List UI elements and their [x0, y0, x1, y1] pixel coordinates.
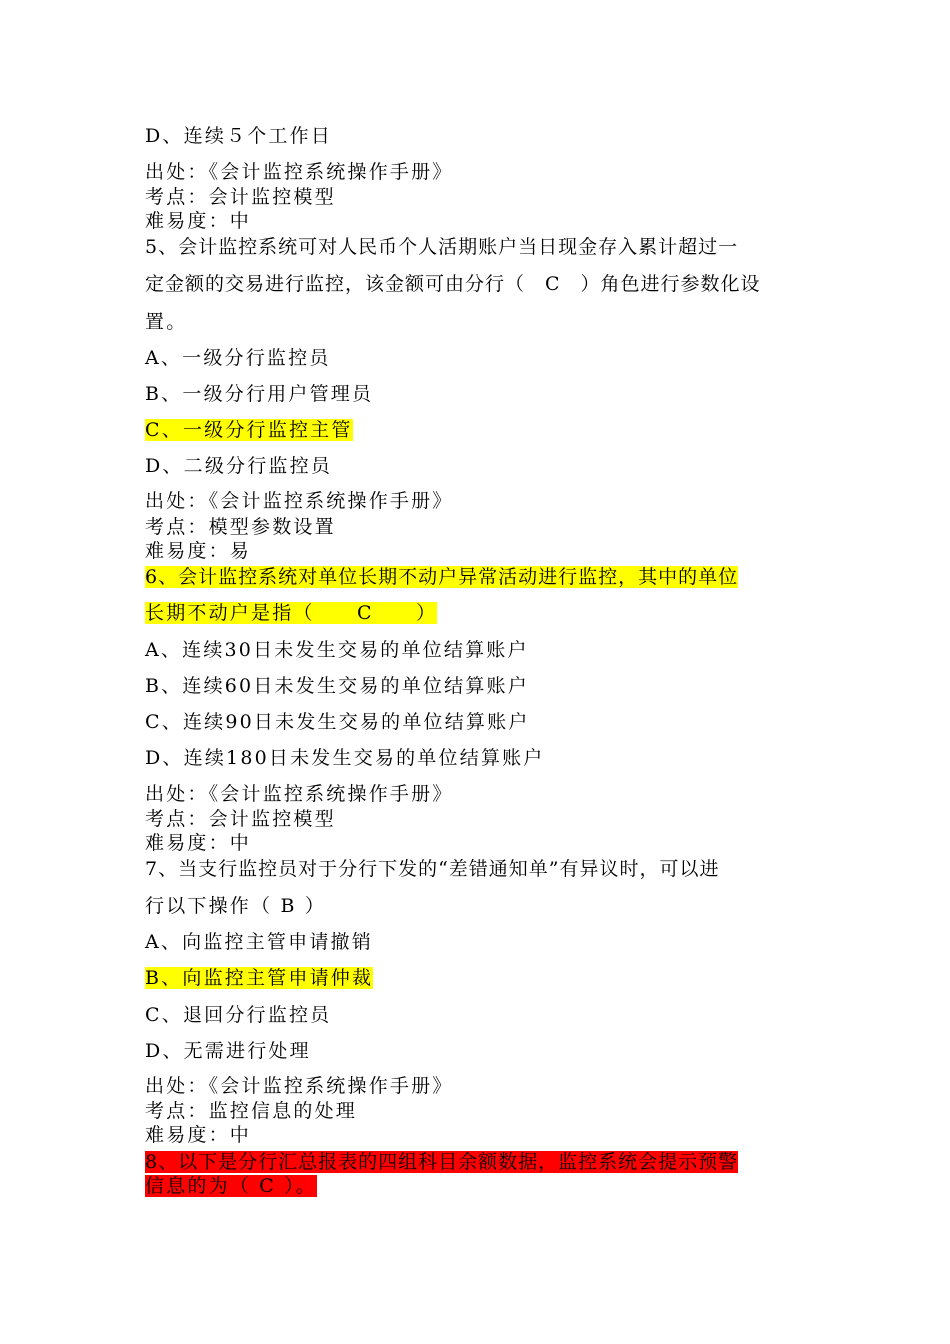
highlighted-answer: B、向监控主管申请仲裁 — [145, 967, 374, 989]
source-q5: 出处：《会计监控系统操作手册》 — [145, 490, 454, 512]
difficulty-q7: 难易度：中 — [145, 1124, 252, 1146]
question-7-line2: 行以下操作（ B ） — [145, 895, 327, 917]
option-c-q7: C、退回分行监控员 — [145, 1004, 332, 1026]
option-d-q6: D、连续180日未发生交易的单位结算账户 — [145, 747, 545, 769]
source-q7: 出处：《会计监控系统操作手册》 — [145, 1075, 454, 1097]
option-b-q5: B、一级分行用户管理员 — [145, 383, 374, 405]
option-a-q5: A、一级分行监控员 — [145, 347, 331, 369]
option-d-q7: D、无需进行处理 — [145, 1040, 311, 1062]
difficulty-q6: 难易度：中 — [145, 832, 252, 854]
source-q4: 出处：《会计监控系统操作手册》 — [145, 161, 454, 183]
highlighted-question: 8、以下是分行汇总报表的四组科目余额数据，监控系统会提示预警 — [145, 1151, 739, 1173]
highlighted-question: 长期不动户是指（ C ） — [145, 602, 438, 624]
question-6-line1 — [145, 566, 738, 588]
highlighted-answer: C、一级分行监控主管 — [145, 419, 353, 441]
difficulty-q5: 难易度：易 — [145, 540, 252, 562]
option-a-q7: A、向监控主管申请撤销 — [145, 931, 373, 953]
question-6-line2 — [145, 602, 437, 624]
topic-q6: 考点：会计监控模型 — [145, 808, 336, 830]
question-7-line1: 7、当支行监控员对于分行下发的“差错通知单”有异议时，可以进 — [145, 858, 720, 880]
question-8-line2 — [145, 1175, 317, 1197]
highlighted-question: 6、会计监控系统对单位长期不动户异常活动进行监控，其中的单位 — [145, 566, 739, 588]
option-a-q6: A、连续30日未发生交易的单位结算账户 — [145, 639, 529, 661]
option-b-q6: B、连续60日未发生交易的单位结算账户 — [145, 675, 529, 697]
option-c-q6: C、连续90日未发生交易的单位结算账户 — [145, 711, 530, 733]
source-q6: 出处：《会计监控系统操作手册》 — [145, 783, 454, 805]
question-5-line1: 5、会计监控系统可对人民币个人活期账户当日现金存入累计超过一 — [145, 236, 739, 258]
difficulty-q4: 难易度：中 — [145, 210, 252, 232]
question-8-line1 — [145, 1151, 738, 1173]
topic-q5: 考点：模型参数设置 — [145, 516, 336, 538]
question-5-line3: 置。 — [145, 311, 188, 333]
topic-q4: 考点：会计监控模型 — [145, 186, 336, 208]
question-5-line2: 定金额的交易进行监控，该金额可由分行（ C ）角色进行参数化设 — [145, 273, 761, 295]
option-d-q4: D、连续５个工作日 — [145, 125, 333, 147]
highlighted-question: 信息的为（ C ）。 — [145, 1175, 318, 1197]
option-b-q7 — [145, 967, 373, 989]
option-c-q5 — [145, 419, 353, 441]
topic-q7: 考点：监控信息的处理 — [145, 1100, 358, 1122]
option-d-q5: D、二级分行监控员 — [145, 455, 333, 477]
